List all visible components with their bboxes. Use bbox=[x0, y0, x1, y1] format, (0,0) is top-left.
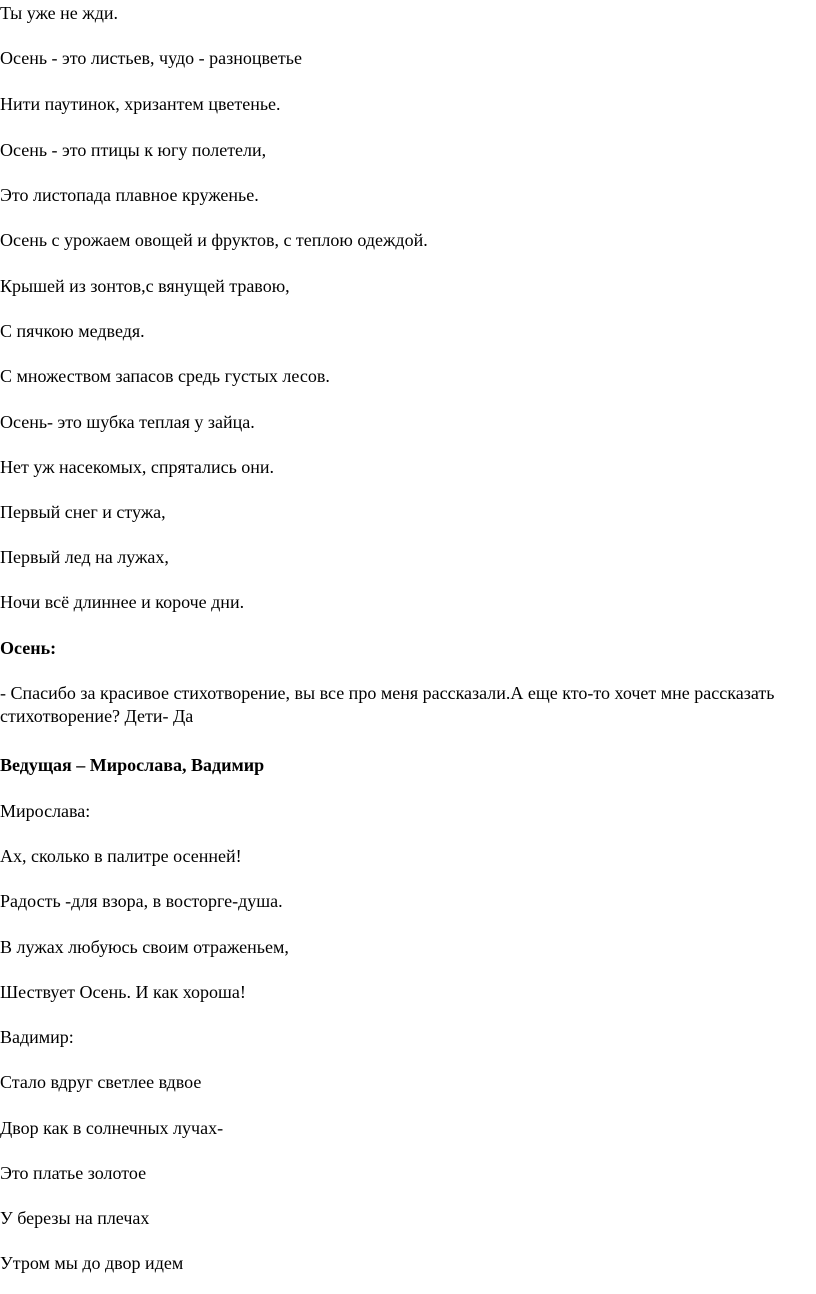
text-line: Нет уж насекомых, спрятались они. bbox=[0, 457, 275, 477]
text-line: Ты уже не жди. bbox=[0, 3, 118, 23]
text-line: Крышей из зонтов,с вянущей травою, bbox=[0, 276, 290, 296]
text-line: Стало вдруг светлее вдвое bbox=[0, 1072, 202, 1092]
text-line: Это платье золотое bbox=[0, 1163, 147, 1183]
text-line: Первый лед на лужах, bbox=[0, 547, 169, 567]
text-line: Осень с урожаем овощей и фруктов, с теплою одеждой. bbox=[0, 230, 428, 250]
text-paragraph: - Спасибо за красивое стихотворение, вы все про меня рассказали.А еще кто-то хочет мне рассказать стихотворение? Дети- Да bbox=[0, 683, 775, 726]
text-line: Осень - это птицы к югу полетели, bbox=[0, 140, 267, 160]
text-line: Радость -для взора, в восторге-душа. bbox=[0, 891, 283, 911]
text-line: Это листопада плавное круженье. bbox=[0, 185, 259, 205]
speaker-heading: Ведущая – Мирослава, Вадимир bbox=[0, 755, 265, 775]
text-line: Утром мы до двор идем bbox=[0, 1253, 184, 1273]
text-line: Первый снег и стужа, bbox=[0, 502, 166, 522]
text-line: Вадимир: bbox=[0, 1027, 74, 1047]
speaker-heading: Осень: bbox=[0, 638, 57, 658]
text-line: Мирослава: bbox=[0, 801, 91, 821]
text-line: Ночи всё длиннее и короче дни. bbox=[0, 592, 245, 612]
text-line: В лужах любуюсь своим отраженьем, bbox=[0, 937, 289, 957]
text-line: Осень- это шубка теплая у зайца. bbox=[0, 412, 255, 432]
text-line: Шествует Осень. И как хороша! bbox=[0, 982, 246, 1002]
text-line: С множеством запасов средь густых лесов. bbox=[0, 366, 330, 386]
text-line: Нити паутинок, хризантем цветенье. bbox=[0, 94, 281, 114]
text-line: У березы на плечах bbox=[0, 1208, 150, 1228]
text-line: Двор как в солнечных лучах- bbox=[0, 1118, 224, 1138]
text-line: Осень - это листьев, чудо - разноцветье bbox=[0, 48, 302, 68]
text-line: Ах, сколько в палитре осенней! bbox=[0, 846, 242, 866]
text-line: С пячкою медведя. bbox=[0, 321, 145, 341]
